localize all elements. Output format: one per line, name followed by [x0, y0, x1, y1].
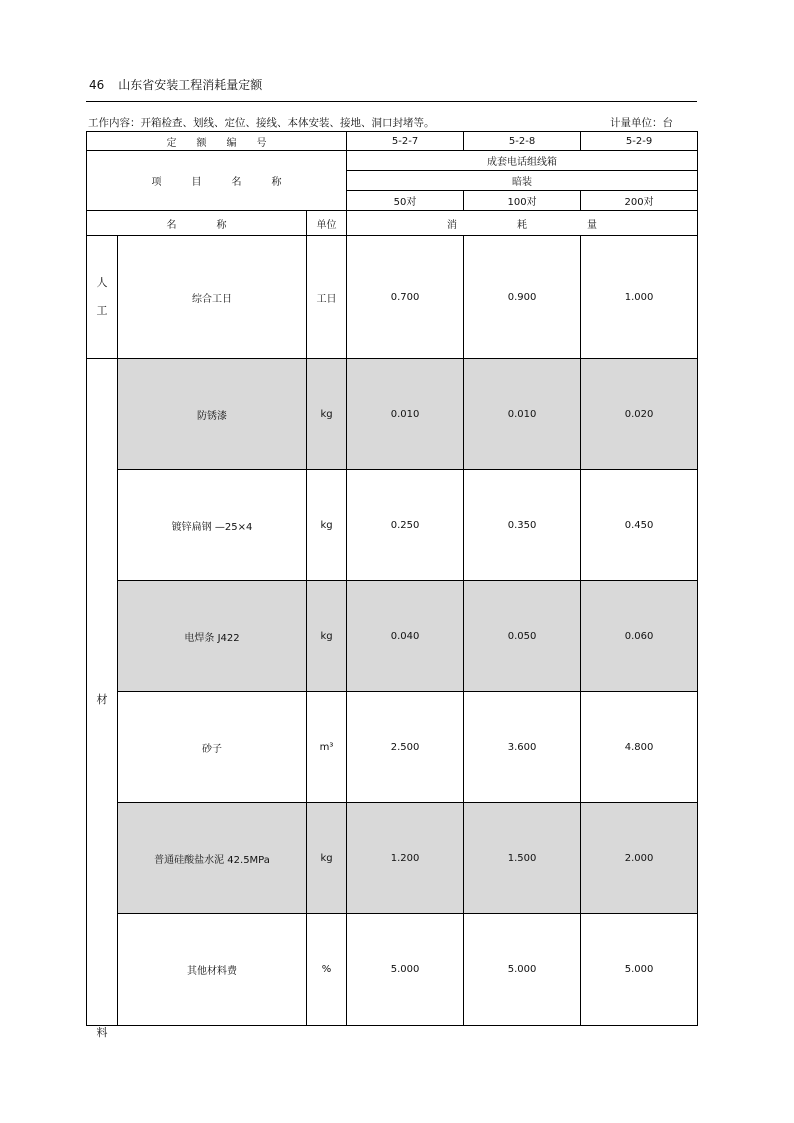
row-value: 2.500 [347, 692, 464, 803]
row-value: 2.000 [581, 803, 698, 914]
quota-code: 5-2-9 [581, 132, 698, 151]
row-name: 电焊条 J422 [118, 581, 307, 692]
row-unit: % [307, 914, 347, 1026]
row-value: 0.450 [581, 470, 698, 581]
quota-no-label: 定 额 编 号 [87, 132, 347, 151]
row-unit: 工日 [307, 236, 347, 359]
row-value: 3.600 [464, 692, 581, 803]
consumption-header: 消 耗 量 [347, 211, 698, 236]
row-unit: kg [307, 581, 347, 692]
item-name-label: 项 目 名 称 [87, 151, 347, 211]
work-content: 工作内容：开箱检查、划线、定位、接线、本体安装、接地、洞口封堵等。 [88, 117, 435, 129]
book-title: 山东省安装工程消耗量定额 [118, 78, 263, 92]
table-row [87, 359, 698, 470]
row-value: 0.060 [581, 581, 698, 692]
table-row [87, 581, 698, 692]
spec-cell: 200对 [581, 191, 698, 211]
row-value: 0.050 [464, 581, 581, 692]
table-row [87, 692, 698, 803]
page-number: 46 [89, 78, 105, 92]
category-material [87, 359, 118, 1039]
row-unit: kg [307, 470, 347, 581]
unit-header: 单位 [307, 211, 347, 236]
row-unit: kg [307, 803, 347, 914]
quota-code: 5-2-8 [464, 132, 581, 151]
row-value: 1.200 [347, 803, 464, 914]
row-unit: kg [307, 359, 347, 470]
quota-code: 5-2-7 [347, 132, 464, 151]
product-name: 成套电话组线箱 [347, 151, 698, 171]
row-value: 0.900 [464, 236, 581, 359]
quota-table [86, 131, 698, 1039]
row-value: 0.040 [347, 581, 464, 692]
header-rule [86, 101, 697, 102]
row-name: 砂子 [118, 692, 307, 803]
row-name: 防锈漆 [118, 359, 307, 470]
row-value: 4.800 [581, 692, 698, 803]
row-name: 镀锌扁钢 —25×4 [118, 470, 307, 581]
row-unit: m³ [307, 692, 347, 803]
quota-code-row [87, 132, 698, 151]
row-name: 其他材料费 [118, 914, 307, 1026]
category-char: 人 [96, 276, 108, 289]
table-row [87, 236, 698, 359]
row-value: 5.000 [464, 914, 581, 1026]
page-header [89, 76, 262, 93]
install-type: 暗装 [347, 171, 698, 191]
table-row [87, 914, 698, 1026]
spec-cell: 100对 [464, 191, 581, 211]
row-value: 5.000 [581, 914, 698, 1026]
row-value: 1.000 [581, 236, 698, 359]
category-char: 工 [96, 304, 108, 317]
row-value: 0.350 [464, 470, 581, 581]
row-value: 0.010 [347, 359, 464, 470]
column-header-row [87, 211, 698, 236]
category-char: 料 [96, 1026, 108, 1039]
row-value: 0.250 [347, 470, 464, 581]
table-row [87, 470, 698, 581]
row-value: 1.500 [464, 803, 581, 914]
table-row [87, 803, 698, 914]
row-value: 0.700 [347, 236, 464, 359]
measure-unit: 计量单位：台 [610, 117, 673, 129]
row-value: 0.020 [581, 359, 698, 470]
spec-cell: 50对 [347, 191, 464, 211]
category-char: 材 [96, 693, 108, 706]
name-header: 名 称 [87, 211, 307, 236]
row-name: 综合工日 [118, 236, 307, 359]
row-value: 5.000 [347, 914, 464, 1026]
product-row [87, 151, 698, 171]
category-labor [87, 236, 118, 359]
row-name: 普通硅酸盐水泥 42.5MPa [118, 803, 307, 914]
row-value: 0.010 [464, 359, 581, 470]
